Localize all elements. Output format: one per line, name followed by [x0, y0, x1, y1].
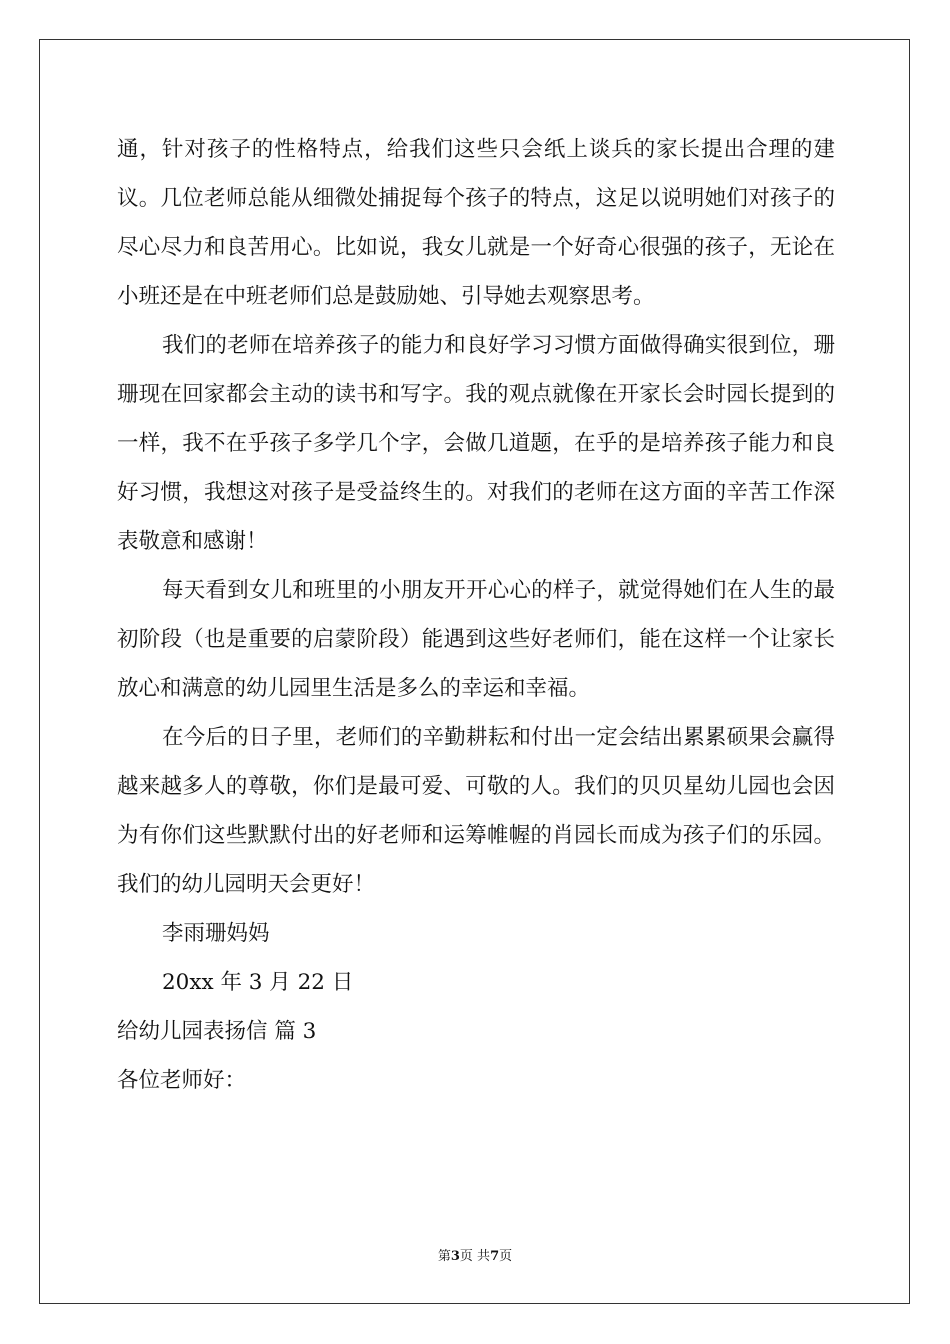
section-title: 给幼儿园表扬信 篇 3 [117, 1019, 317, 1044]
signature: 李雨珊妈妈 [162, 921, 270, 946]
greeting: 各位老师好： [117, 1068, 247, 1093]
paragraph-2: 我们的老师在培养孩子的能力和良好学习习惯方面做得确实很到位，珊珊现在回家都会主动的读书和写字。我的观点就像在开家长会时园长提到的一样，我不在乎孩子多学几个字，会做几道题，在乎的是培养孩子能力和良好习惯，我想这对孩子是受益终生的。对我们的老师在这方面的辛苦工作深表敬意和感谢！ [117, 333, 835, 554]
footer-prefix: 第 [437, 1249, 451, 1264]
paragraph-1: 通，针对孩子的性格特点，给我们这些只会纸上谈兵的家长提出合理的建议。几位老师总能从细微处捕捉每个孩子的特点，这足以说明她们对孩子的尽心尽力和良苦用心。比如说，我女儿就是一个好奇心很强的孩子，无论在小班还是在中班老师们总是鼓励她、引导她去观察思考。 [117, 137, 835, 309]
footer-suffix: 页 [499, 1249, 513, 1264]
footer-total-pages: 7 [490, 1249, 500, 1264]
footer-middle: 页 共 [459, 1249, 491, 1264]
date: 20xx 年 3 月 22 日 [162, 970, 354, 995]
paragraph-4: 在今后的日子里，老师们的辛勤耕耘和付出一定会结出累累硕果会赢得越来越多人的尊敬，你们是最可爱、可敬的人。我们的贝贝星幼儿园也会因为有你们这些默默付出的好老师和运筹帷幄的肖园长而成为孩子们的乐园。我们的幼儿园明天会更好！ [117, 725, 835, 897]
document-body [117, 125, 835, 1105]
paragraph-3: 每天看到女儿和班里的小朋友开开心心的样子，就觉得她们在人生的最初阶段（也是重要的启蒙阶段）能遇到这些好老师们，能在这样一个让家长放心和满意的幼儿园里生活是多么的幸运和幸福。 [117, 578, 835, 701]
page-footer [0, 1245, 950, 1264]
footer-page-number: 3 [450, 1249, 460, 1264]
